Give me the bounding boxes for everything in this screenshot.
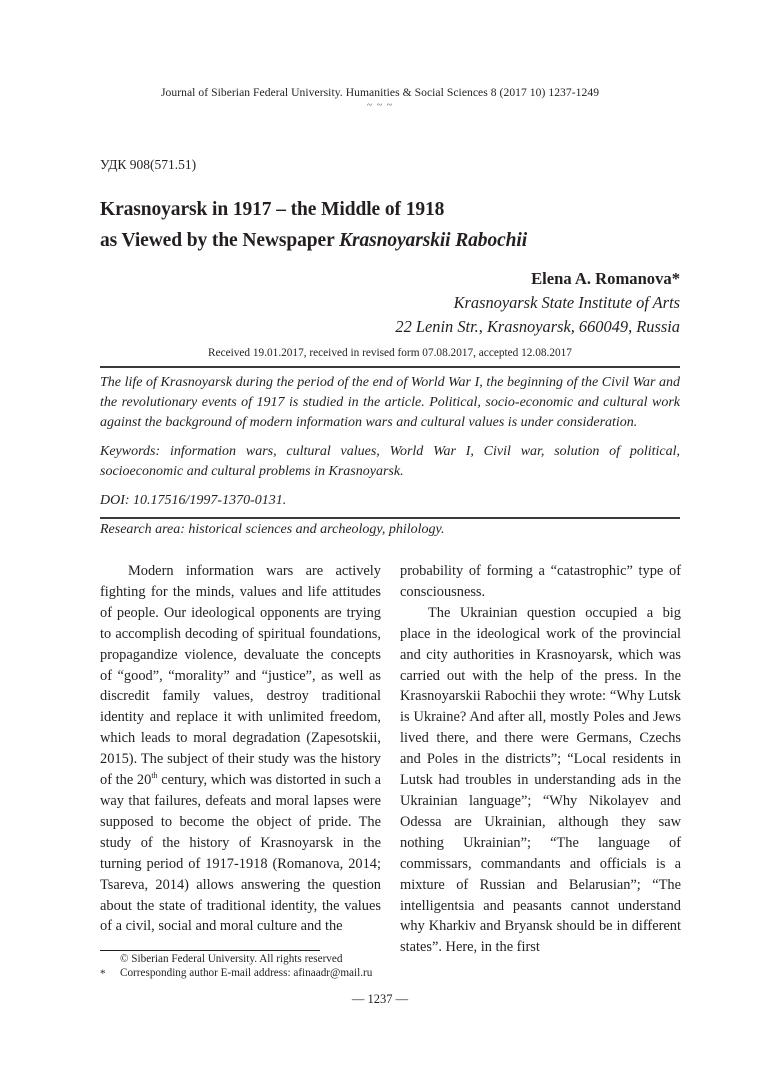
- author-name: Elena A. Romanova*: [531, 269, 680, 288]
- copyright-note: © Siberian Federal University. All rights reserved: [120, 953, 343, 965]
- title-line-2-prefix: as Viewed by the Newspaper: [100, 230, 340, 251]
- body-paragraph: [100, 561, 381, 937]
- running-head: Journal of Siberian Federal University. Humanities & Social Sciences 8 (2017 10) 1237-1249: [160, 86, 600, 99]
- body-paragraph: probability of forming a “catastrophic” type of consciousness.: [400, 563, 681, 600]
- page-number: — 1237 —: [351, 992, 409, 1006]
- title-line-1: Krasnoyarsk in 1917 – the Middle of 1918: [100, 199, 445, 220]
- asterisk-mark: *: [100, 968, 106, 980]
- abstract-text: The life of Krasnoyarsk during the period of the end of World War I, the beginning of the Civil War and the revolutionary events of 1917 is studied in the article. Political, socio-economic and cultural work against the background of modern information wars and cultural values is under consideration.: [100, 375, 680, 430]
- paragraph-text: Modern information wars are actively fighting for the minds, values and life attitudes of people. Our ideological opponents are trying to accomplish decoding of spiritual foundations, propagandize violence, devaluate the concepts of “good”, “morality” and “justice”, as well as discredit family values, destroy traditional identity and replace it with unlimited freedom, which leads to moral degradation (Zapesotskii, 2015). The subject of their study was the history of the 20: [100, 563, 381, 789]
- keywords: Keywords: information wars, cultural values, World War I, Civil war, solution of political, socioeconomic and cultural problems in Krasnoyarsk.: [100, 444, 680, 479]
- author-block: [395, 267, 680, 339]
- abstract-top-rule: [100, 366, 680, 368]
- corresponding-author-note: [100, 966, 372, 980]
- research-area: Research area: historical sciences and archeology, philology.: [100, 522, 445, 537]
- newspaper-name: Krasnoyarskii Rabochii: [339, 230, 528, 251]
- footnotes: [100, 952, 372, 980]
- body-column-left: [100, 561, 381, 937]
- doi: DOI: 10.17516/1997-1370-0131.: [100, 493, 287, 508]
- received-dates: Received 19.01.2017, received in revised form 07.08.2017, accepted 12.08.2017: [208, 347, 572, 359]
- paragraph-text: century, which was distorted in such a way that failures, defeats and moral lapses were supposed to become the object of pride. The study of the history of Krasnoyarsk in the turning period of 1917-1918 (Romanova, 2014; Tsareva, 2014) allows answering the question about the state of traditional identity, the values of a civil, social and moral culture and the: [100, 772, 381, 935]
- abstract-bottom-rule: [100, 517, 680, 519]
- superscript: th: [151, 771, 158, 781]
- author-address: 22 Lenin Str., Krasnoyarsk, 660049, Russia: [395, 317, 680, 336]
- udk-code: УДК 908(571.51): [100, 157, 197, 172]
- abstract-block: [100, 373, 680, 549]
- article-title: [100, 194, 527, 256]
- body-column-right: [400, 561, 681, 958]
- footnote-rule: [100, 950, 320, 951]
- author-affiliation: Krasnoyarsk State Institute of Arts: [453, 293, 680, 312]
- body-paragraph: The Ukrainian question occupied a big place in the ideological work of the provincial and city authorities in Krasnoyarsk, which was carried out with the help of the press. In the Krasnoyarskii Rabochii they wrote: “Why Lutsk is Ukraine? And after all, mostly Poles and Jews lived there, and there were Germans, Czechs and Poles in the districts”; “Local residents in Lutsk had troubles in understanding ads in the Ukrainian language”; “Why Nikolayev and Odessa are Ukrainian, although they saw nothing Ukrainian”; “The language of commissars, commandants and officials is a mixture of Russian and Belarusian”; “The intelligentsia and peasants cannot understand why Kharkiv and Bryansk should be in different states”. Here, in the first: [400, 604, 681, 956]
- title-line-2: [100, 225, 527, 256]
- header-ornament: ~ ~ ~: [366, 100, 394, 111]
- corresponding-author-text: Corresponding author E-mail address: afinaadr@mail.ru: [120, 967, 373, 979]
